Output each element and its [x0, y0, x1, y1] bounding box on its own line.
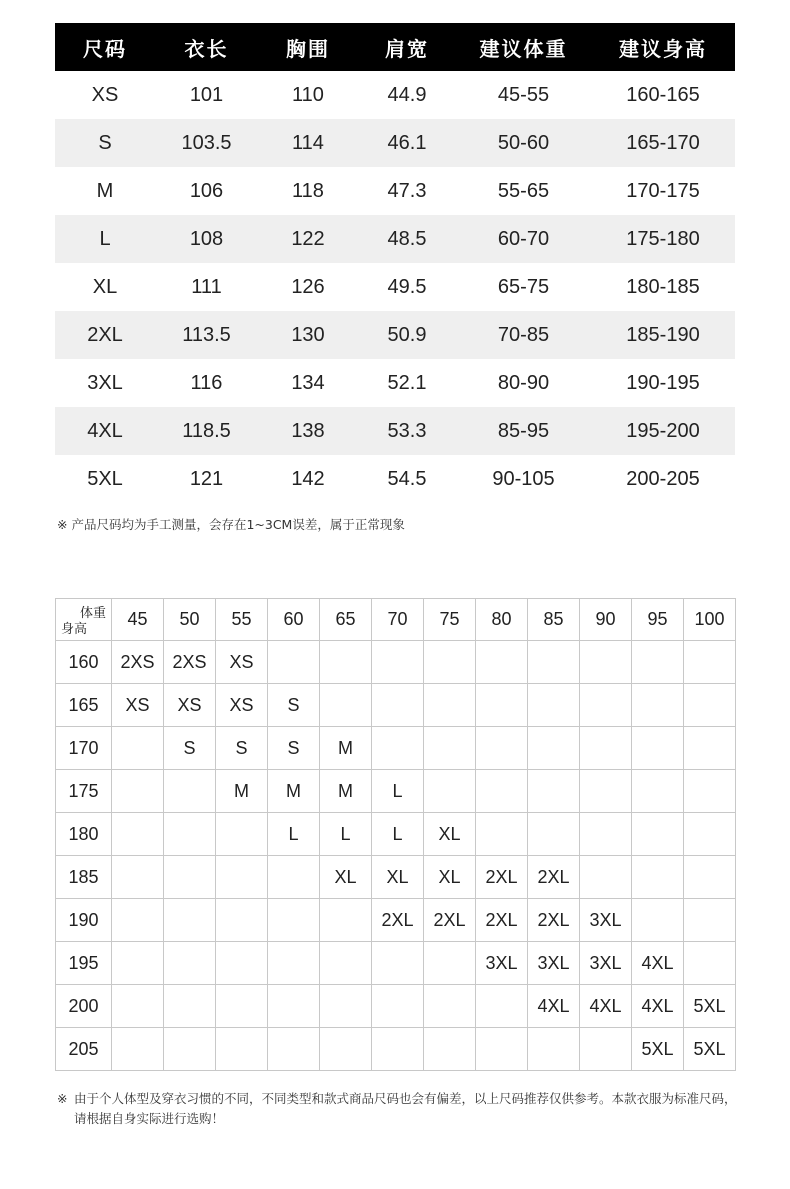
size-chart-table — [55, 23, 735, 503]
grid-cell — [424, 641, 476, 684]
table-cell: 46.1 — [358, 119, 456, 167]
grid-cell — [112, 899, 164, 942]
table-cell: 195-200 — [591, 407, 735, 455]
grid-cell — [164, 899, 216, 942]
grid-cell: S — [268, 727, 320, 770]
grid-cell: M — [268, 770, 320, 813]
grid-cell — [424, 942, 476, 985]
grid-cell — [320, 1028, 372, 1071]
grid-cell — [216, 899, 268, 942]
grid-cell — [372, 641, 424, 684]
table-cell: 45-55 — [497, 83, 550, 106]
grid-cell — [424, 985, 476, 1028]
grid-cell: L — [268, 813, 320, 856]
grid-cell — [268, 942, 320, 985]
table-row — [55, 71, 735, 119]
grid-cell — [112, 942, 164, 985]
grid-cell — [320, 942, 372, 985]
grid-cell — [684, 684, 736, 727]
grid-cell — [164, 813, 216, 856]
weight-header-cell: 45 — [112, 599, 164, 641]
header-shoulder: 肩宽 — [358, 23, 456, 71]
grid-cell — [372, 985, 424, 1028]
grid-cell — [424, 727, 476, 770]
header-weight: 建议体重 — [456, 23, 591, 71]
table-cell: 53.3 — [358, 407, 456, 455]
table-cell: 142 — [291, 467, 325, 490]
height-header-cell: 195 — [56, 942, 112, 985]
note-text: 由于个人体型及穿衣习惯的不同，不同类型和款式商品尺码也会有偏差，以上尺码推荐仅供参考。本款衣服为标准尺码，请根据自身实际进行选购！ — [74, 1091, 737, 1126]
table-cell: 60-70 — [456, 215, 591, 263]
grid-cell — [684, 641, 736, 684]
grid-cell: 2XL — [476, 856, 528, 899]
grid-cell — [528, 770, 580, 813]
grid-cell: 2XS — [164, 641, 216, 684]
grid-corner-cell — [56, 599, 112, 641]
table-cell: 200-205 — [626, 467, 700, 490]
table-cell: 175-180 — [591, 215, 735, 263]
grid-cell: S — [164, 727, 216, 770]
grid-cell — [684, 942, 736, 985]
table-cell: 3XL — [87, 371, 123, 394]
table-cell: 48.5 — [358, 215, 456, 263]
grid-cell: 3XL — [580, 899, 632, 942]
grid-cell — [476, 641, 528, 684]
recommendation-note — [57, 1089, 747, 1129]
weight-header-cell: 100 — [684, 599, 736, 641]
size-recommendation-grid — [55, 598, 736, 1071]
table-row — [55, 359, 735, 407]
grid-row — [56, 684, 736, 727]
weight-header-cell: 75 — [424, 599, 476, 641]
grid-cell — [372, 727, 424, 770]
height-header-cell: 200 — [56, 985, 112, 1028]
table-cell: S — [55, 119, 155, 167]
weight-header-cell: 90 — [580, 599, 632, 641]
grid-cell: XL — [424, 856, 476, 899]
grid-cell — [632, 856, 684, 899]
table-cell: 49.5 — [387, 275, 427, 298]
table-cell: 5XL — [87, 467, 123, 490]
grid-cell: XS — [216, 641, 268, 684]
grid-cell — [476, 727, 528, 770]
grid-cell — [684, 899, 736, 942]
grid-cell — [580, 1028, 632, 1071]
table-cell: 130 — [258, 311, 358, 359]
grid-cell — [216, 856, 268, 899]
grid-cell — [476, 1028, 528, 1071]
weight-header-row — [56, 599, 736, 641]
grid-cell: XL — [424, 813, 476, 856]
grid-cell: 4XL — [632, 985, 684, 1028]
table-row — [55, 215, 735, 263]
grid-cell: S — [268, 684, 320, 727]
grid-cell: XS — [216, 684, 268, 727]
grid-cell — [424, 1028, 476, 1071]
weight-header-cell: 80 — [476, 599, 528, 641]
grid-row — [56, 899, 736, 942]
grid-cell: M — [320, 770, 372, 813]
header-chest: 胸围 — [258, 23, 358, 71]
grid-cell — [320, 641, 372, 684]
grid-cell: 4XL — [632, 942, 684, 985]
grid-cell: 3XL — [476, 942, 528, 985]
grid-cell: 5XL — [632, 1028, 684, 1071]
grid-cell: L — [320, 813, 372, 856]
table-cell: 50-60 — [456, 119, 591, 167]
weight-header-cell: 65 — [320, 599, 372, 641]
grid-cell — [528, 641, 580, 684]
table-cell: 65-75 — [497, 275, 550, 298]
table-cell: 101 — [189, 83, 224, 106]
grid-cell: 3XL — [528, 942, 580, 985]
header-size: 尺码 — [55, 23, 155, 71]
grid-cell — [164, 942, 216, 985]
grid-cell — [476, 770, 528, 813]
grid-cell — [268, 899, 320, 942]
table-row — [55, 263, 735, 311]
grid-cell: XL — [372, 856, 424, 899]
grid-cell — [580, 856, 632, 899]
table-row — [55, 407, 735, 455]
table-cell: 126 — [291, 275, 325, 298]
grid-cell: 2XL — [372, 899, 424, 942]
table-cell: 106 — [189, 179, 224, 202]
grid-cell: 3XL — [580, 942, 632, 985]
grid-cell — [372, 684, 424, 727]
table-cell: 103.5 — [155, 119, 258, 167]
grid-row — [56, 856, 736, 899]
table-cell: 108 — [155, 215, 258, 263]
grid-cell — [268, 641, 320, 684]
table-cell: 114 — [258, 119, 358, 167]
corner-height-label: 身高 — [61, 622, 88, 637]
grid-cell — [320, 985, 372, 1028]
table-cell: 180-185 — [626, 275, 700, 298]
weight-header-cell: 70 — [372, 599, 424, 641]
table-cell: 118 — [292, 179, 324, 202]
grid-cell — [112, 856, 164, 899]
grid-cell — [632, 770, 684, 813]
grid-row — [56, 641, 736, 684]
grid-cell — [476, 985, 528, 1028]
grid-cell — [320, 684, 372, 727]
header-height: 建议身高 — [591, 23, 735, 71]
grid-cell: 2XL — [424, 899, 476, 942]
grid-cell — [164, 1028, 216, 1071]
grid-cell: L — [372, 813, 424, 856]
grid-cell — [320, 899, 372, 942]
table-cell: XS — [91, 83, 119, 106]
grid-row — [56, 813, 736, 856]
grid-cell — [216, 985, 268, 1028]
grid-cell — [216, 1028, 268, 1071]
height-header-cell: 175 — [56, 770, 112, 813]
table-cell: 54.5 — [387, 467, 427, 490]
table-cell: 160-165 — [626, 83, 700, 106]
grid-cell — [580, 641, 632, 684]
grid-cell: XS — [112, 684, 164, 727]
grid-cell — [268, 985, 320, 1028]
weight-header-cell: 95 — [632, 599, 684, 641]
table-cell: 110 — [292, 83, 324, 106]
grid-cell: 2XL — [476, 899, 528, 942]
grid-cell: 4XL — [528, 985, 580, 1028]
grid-cell — [216, 942, 268, 985]
table-cell: 85-95 — [456, 407, 591, 455]
grid-cell — [424, 770, 476, 813]
height-header-cell: 185 — [56, 856, 112, 899]
height-header-cell: 180 — [56, 813, 112, 856]
table-row — [55, 455, 735, 503]
table-cell: L — [55, 215, 155, 263]
grid-cell — [112, 813, 164, 856]
grid-cell — [684, 727, 736, 770]
table-cell: 190-195 — [626, 371, 700, 394]
table-cell: 44.9 — [387, 83, 427, 106]
grid-cell: 2XS — [112, 641, 164, 684]
height-header-cell: 205 — [56, 1028, 112, 1071]
grid-cell — [268, 856, 320, 899]
weight-header-cell: 55 — [216, 599, 268, 641]
grid-cell — [632, 813, 684, 856]
table-cell: 134 — [291, 371, 325, 394]
grid-cell — [112, 770, 164, 813]
grid-cell — [580, 727, 632, 770]
table-row — [55, 311, 735, 359]
grid-cell — [580, 813, 632, 856]
weight-header-cell: 60 — [268, 599, 320, 641]
grid-cell — [216, 813, 268, 856]
weight-header-cell: 50 — [164, 599, 216, 641]
table-cell: 138 — [258, 407, 358, 455]
table-cell: 52.1 — [387, 371, 427, 394]
grid-row — [56, 942, 736, 985]
grid-cell — [684, 813, 736, 856]
grid-cell: M — [320, 727, 372, 770]
table-cell: 116 — [190, 371, 223, 394]
grid-row — [56, 770, 736, 813]
table-cell: 165-170 — [591, 119, 735, 167]
grid-cell: L — [372, 770, 424, 813]
grid-cell — [528, 684, 580, 727]
measurement-note: ※ 产品尺码均为手工测量，会存在1~3CM误差，属于正常现象 — [57, 517, 405, 532]
table-cell: 47.3 — [387, 179, 427, 202]
header-length: 衣长 — [155, 23, 258, 71]
note-mark: ※ — [57, 1091, 68, 1106]
table-cell: 113.5 — [155, 311, 258, 359]
table-cell: 118.5 — [155, 407, 258, 455]
grid-cell: S — [216, 727, 268, 770]
height-header-cell: 165 — [56, 684, 112, 727]
grid-row — [56, 727, 736, 770]
size-chart-header-row — [55, 23, 735, 71]
table-cell: 122 — [258, 215, 358, 263]
height-header-cell: 160 — [56, 641, 112, 684]
grid-cell: 2XL — [528, 856, 580, 899]
grid-cell — [424, 684, 476, 727]
table-cell: 121 — [189, 467, 224, 490]
grid-cell — [632, 641, 684, 684]
grid-row — [56, 1028, 736, 1071]
table-row — [55, 167, 735, 215]
grid-cell — [476, 813, 528, 856]
weight-header-cell: 85 — [528, 599, 580, 641]
table-cell: 55-65 — [497, 179, 550, 202]
grid-cell — [164, 770, 216, 813]
grid-cell — [580, 770, 632, 813]
grid-cell: 2XL — [528, 899, 580, 942]
grid-cell — [684, 856, 736, 899]
table-cell: 111 — [191, 275, 222, 298]
table-row — [55, 119, 735, 167]
table-cell: 4XL — [55, 407, 155, 455]
grid-cell — [112, 1028, 164, 1071]
table-cell: XL — [92, 275, 118, 298]
table-cell: 50.9 — [358, 311, 456, 359]
grid-cell — [164, 856, 216, 899]
grid-cell — [112, 985, 164, 1028]
table-cell: M — [96, 179, 114, 202]
grid-cell: M — [216, 770, 268, 813]
height-header-cell: 170 — [56, 727, 112, 770]
grid-cell — [632, 899, 684, 942]
grid-row — [56, 985, 736, 1028]
grid-cell — [528, 727, 580, 770]
table-cell: 70-85 — [456, 311, 591, 359]
grid-cell — [580, 684, 632, 727]
grid-cell — [372, 942, 424, 985]
table-cell: 80-90 — [497, 371, 550, 394]
table-cell: 185-190 — [591, 311, 735, 359]
grid-cell — [528, 1028, 580, 1071]
grid-cell: 4XL — [580, 985, 632, 1028]
grid-cell — [684, 770, 736, 813]
grid-cell: 5XL — [684, 1028, 736, 1071]
grid-cell: XL — [320, 856, 372, 899]
grid-cell — [476, 684, 528, 727]
corner-weight-label: 体重 — [79, 606, 106, 621]
grid-cell: 5XL — [684, 985, 736, 1028]
grid-cell — [268, 1028, 320, 1071]
grid-cell — [528, 813, 580, 856]
grid-cell — [164, 985, 216, 1028]
grid-cell — [112, 727, 164, 770]
height-header-cell: 190 — [56, 899, 112, 942]
table-cell: 2XL — [55, 311, 155, 359]
grid-cell — [372, 1028, 424, 1071]
grid-cell — [632, 727, 684, 770]
grid-cell: XS — [164, 684, 216, 727]
table-cell: 90-105 — [492, 467, 555, 490]
grid-cell — [632, 684, 684, 727]
table-cell: 170-175 — [626, 179, 700, 202]
